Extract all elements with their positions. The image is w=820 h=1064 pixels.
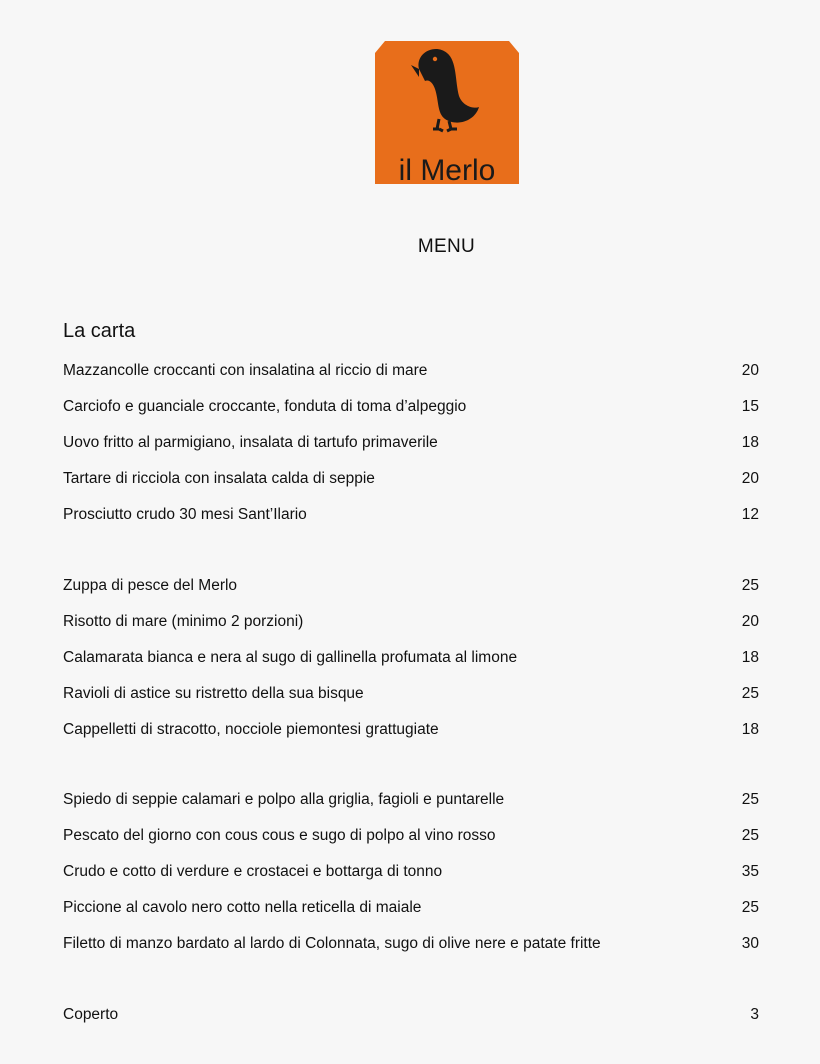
menu-item-price: 25 (741, 791, 759, 808)
menu-item-price: 25 (741, 577, 759, 594)
restaurant-logo (375, 41, 519, 184)
menu-item (63, 396, 759, 418)
menu-item (63, 683, 759, 705)
menu-item (63, 647, 759, 669)
menu-item-name: Piccione al cavolo nero cotto nella reticella di maiale (63, 899, 422, 916)
menu-item-name: Filetto di manzo bardato al lardo di Colonnata, sugo di olive nere e patate fritte (63, 935, 601, 952)
menu-item-name: Carciofo e guanciale croccante, fonduta di toma d’alpeggio (63, 398, 467, 415)
menu-item-price: 18 (741, 434, 759, 451)
menu-item-price: 25 (741, 899, 759, 916)
coperto-row (63, 1004, 759, 1026)
menu-item-price: 25 (741, 685, 759, 702)
menu-item-name: Mazzancolle croccanti con insalatina al riccio di mare (63, 362, 428, 379)
menu-item-price: 20 (741, 613, 759, 630)
menu-item-name: Calamarata bianca e nera al sugo di gallinella profumata al limone (63, 649, 518, 666)
menu-item (63, 575, 759, 597)
menu-item (63, 360, 759, 382)
menu-item-price: 18 (741, 649, 759, 666)
menu-item-name: Ravioli di astice su ristretto della sua bisque (63, 685, 364, 702)
menu-item-price: 18 (741, 721, 759, 738)
menu-item (63, 432, 759, 454)
menu-item (63, 719, 759, 741)
section-title: La carta (63, 320, 136, 342)
menu-item (63, 825, 759, 847)
menu-item (63, 468, 759, 490)
menu-item-price: 20 (741, 362, 759, 379)
menu-item-price: 12 (741, 506, 759, 523)
menu-item-name: Tartare di ricciola con insalata calda di seppie (63, 470, 375, 487)
menu-item (63, 897, 759, 919)
coperto-price: 3 (750, 1006, 759, 1023)
menu-item (63, 861, 759, 883)
menu-item-price: 25 (741, 827, 759, 844)
menu-item-name: Spiedo di seppie calamari e polpo alla griglia, fagioli e puntarelle (63, 791, 505, 808)
menu-item-name: Prosciutto crudo 30 mesi Sant’Ilario (63, 506, 307, 523)
menu-item-price: 15 (741, 398, 759, 415)
menu-title: MENU (417, 236, 476, 257)
menu-item-name: Crudo e cotto di verdure e crostacei e bottarga di tonno (63, 863, 443, 880)
menu-item (63, 504, 759, 526)
menu-item-price: 35 (741, 863, 759, 880)
menu-item-name: Uovo fritto al parmigiano, insalata di tartufo primaverile (63, 434, 438, 451)
menu-item-name: Risotto di mare (minimo 2 porzioni) (63, 613, 304, 630)
menu-item-name: Cappelletti di stracotto, nocciole piemontesi grattugiate (63, 721, 439, 738)
menu-item-price: 30 (741, 935, 759, 952)
menu-item-name: Pescato del giorno con cous cous e sugo di polpo al vino rosso (63, 827, 496, 844)
menu-item-name: Zuppa di pesce del Merlo (63, 577, 238, 594)
menu-item-price: 20 (741, 470, 759, 487)
menu-item (63, 789, 759, 811)
logo-text: il Merlo (398, 154, 496, 184)
coperto-label: Coperto (63, 1006, 119, 1023)
menu-item (63, 933, 759, 955)
menu-item (63, 611, 759, 633)
